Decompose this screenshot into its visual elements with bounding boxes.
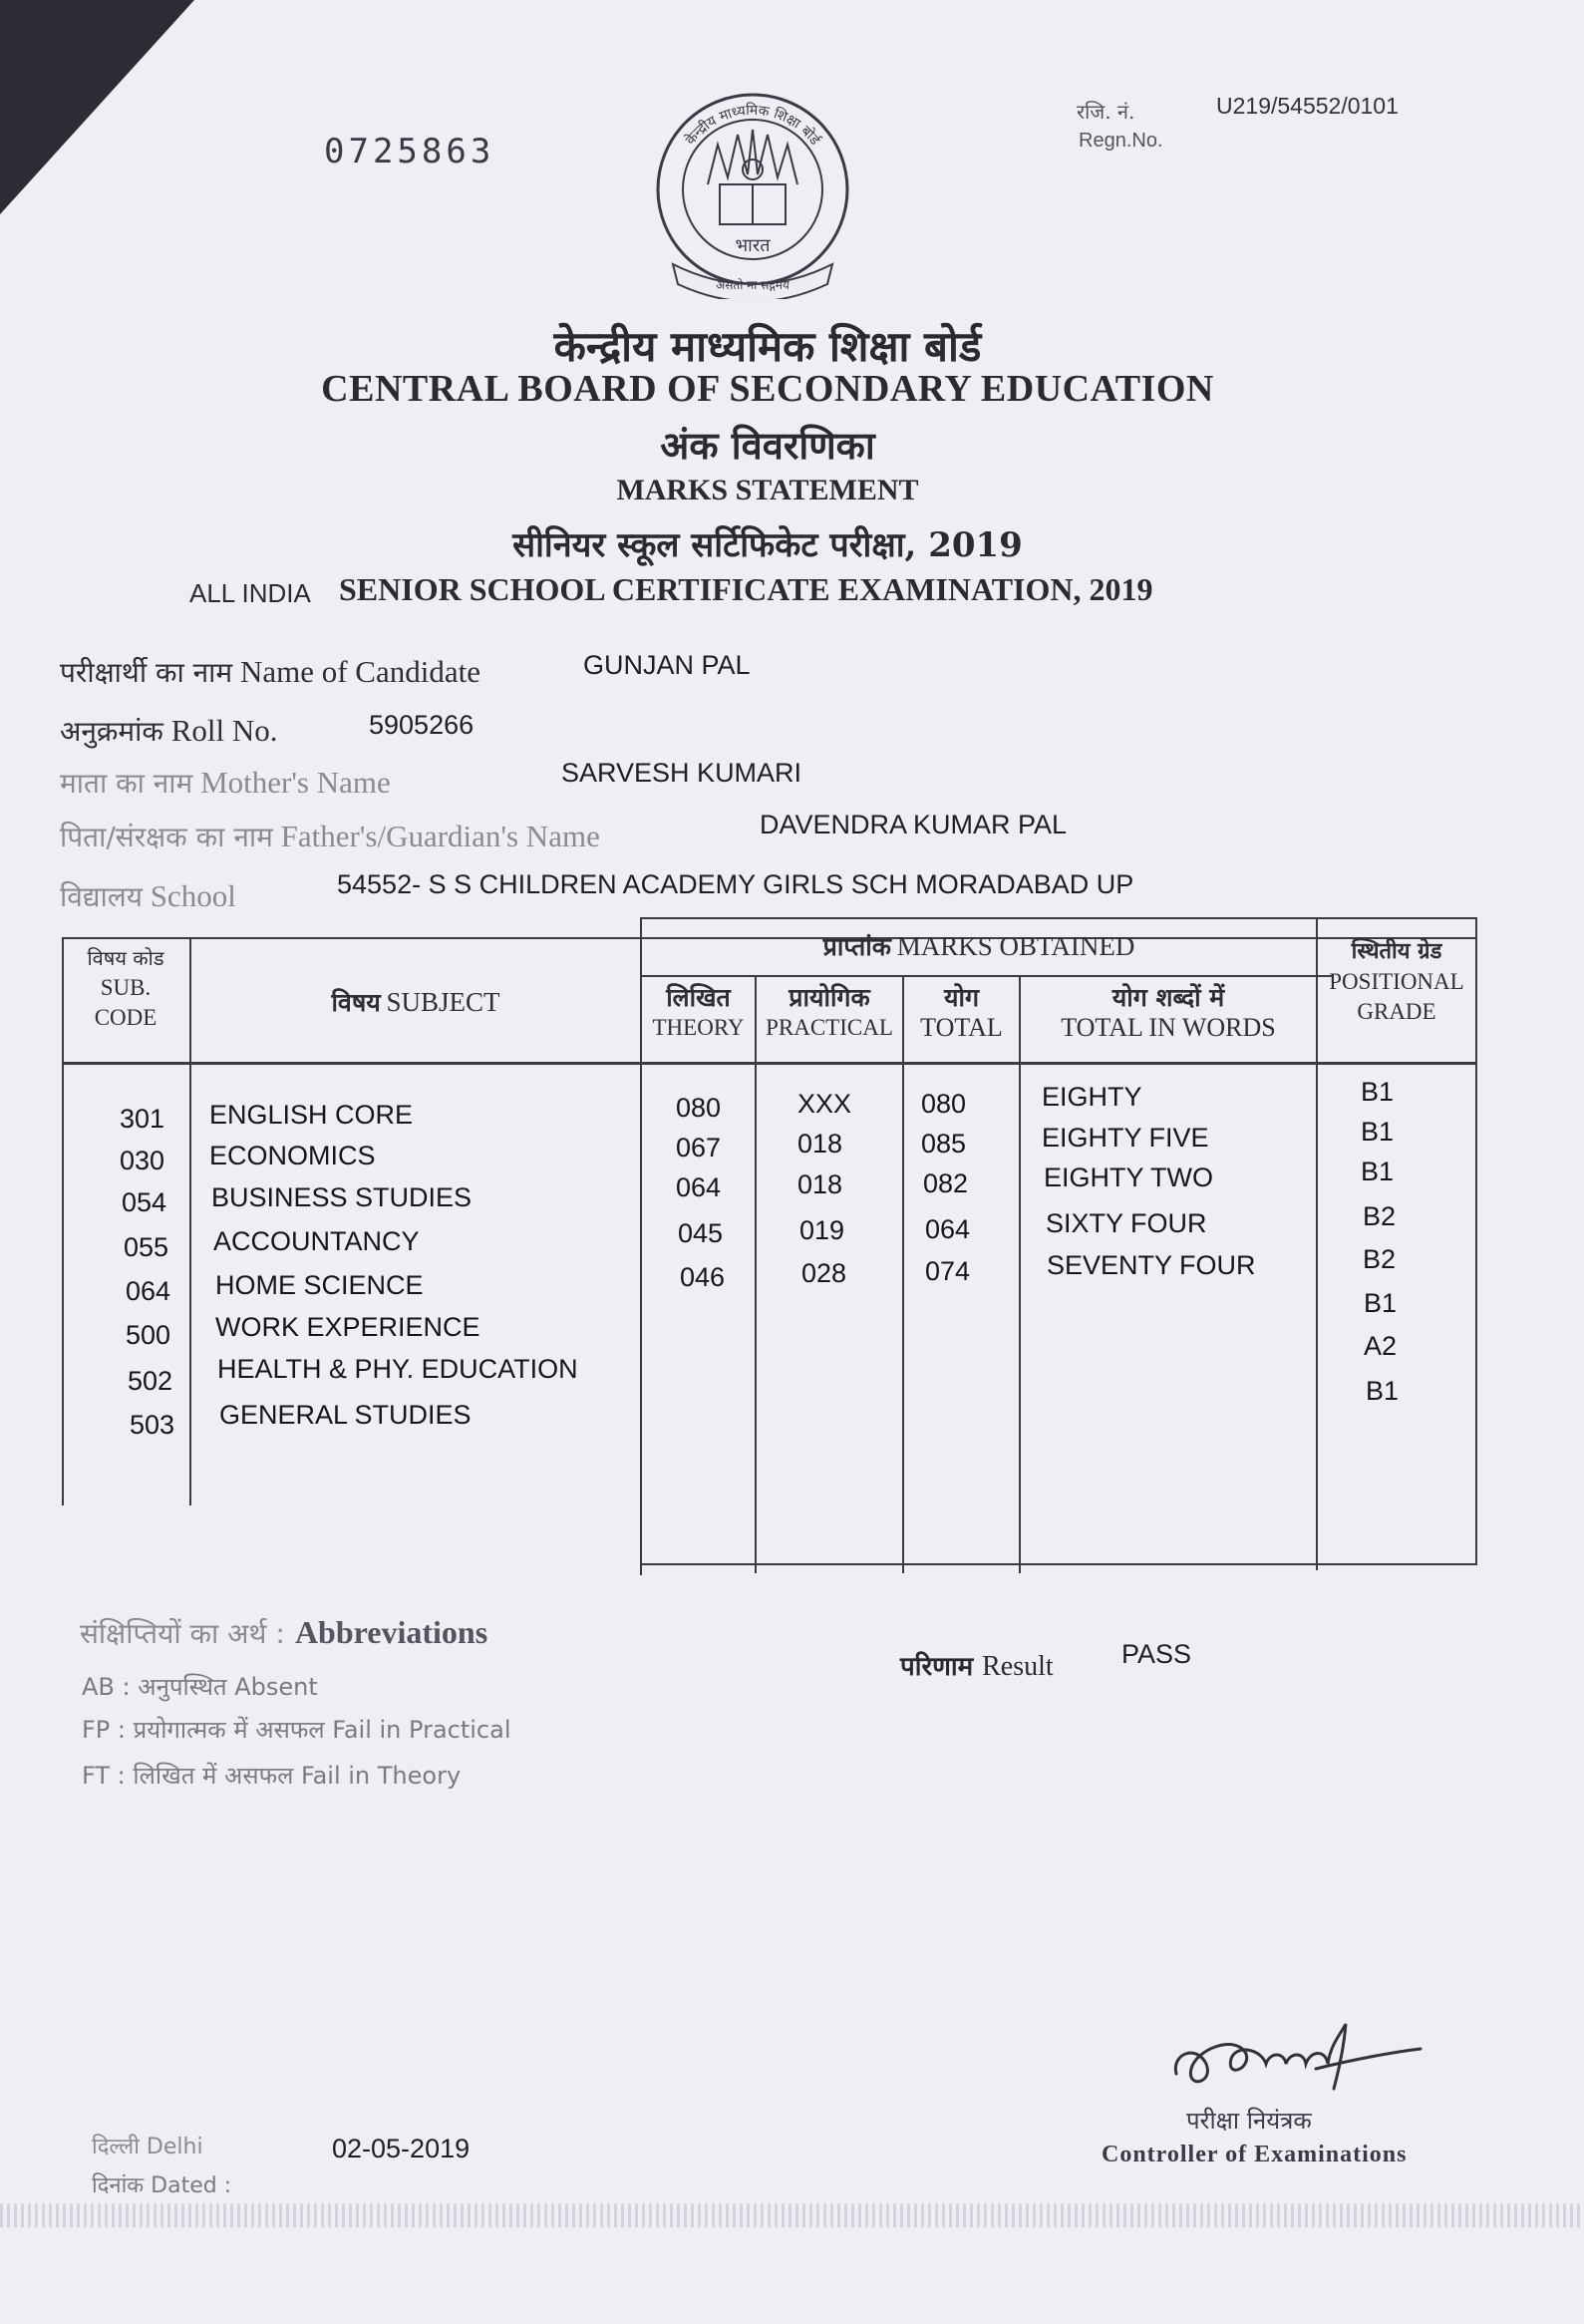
exam-title: SENIOR SCHOOL CERTIFICATE EXAMINATION, 2019 [339,571,1153,607]
roll-number: 5905266 [369,710,475,740]
sub-code: 503 [130,1410,175,1440]
sub-code: 054 [122,1187,167,1217]
mother-name-label: माता का नाम Mother's Name [60,765,391,800]
theory-marks: 080 [676,1093,722,1123]
cbse-emblem-seal [648,90,857,299]
practical-marks: 018 [797,1129,843,1159]
grade: B2 [1363,1201,1397,1231]
subject-name: HEALTH & PHY. EDUCATION [217,1354,578,1384]
grade: A2 [1364,1331,1398,1361]
theory-marks: 067 [676,1133,722,1162]
practical-marks: 028 [801,1258,847,1288]
practical-marks: XXX [797,1089,852,1119]
exam-title-hindi: सीनियर स्कूल सर्टिफिकेट परीक्षा, 2019 [512,525,1023,565]
board-title-hindi: केन्द्रीय माध्यमिक शिक्षा बोर्ड [553,322,982,371]
header-subject: विषय SUBJECT [331,987,500,1017]
total-marks: 080 [921,1089,967,1119]
roll-number-label: अनुक्रमांक Roll No. [60,713,278,748]
sub-code: 064 [126,1276,171,1306]
theory-marks: 064 [676,1172,722,1202]
regn-number: U219/54552/0101 [1216,93,1399,119]
abbr-fail-theory: FT : लिखित में असफल Fail in Theory [82,1762,462,1790]
total-marks: 074 [925,1256,971,1286]
grade: B1 [1366,1376,1400,1406]
sub-code: 502 [128,1366,173,1396]
header-total-in-words: योग शब्दों में TOTAL IN WORDS [1061,983,1276,1042]
place-label: दिल्ली Delhi [92,2135,203,2159]
sub-code: 500 [126,1320,171,1350]
total-in-words: SIXTY FOUR [1046,1208,1207,1238]
father-name-label: पिता/संरक्षक का नाम Father's/Guardian's Name [60,819,600,853]
sub-code: 030 [120,1146,165,1175]
total-in-words: EIGHTY TWO [1044,1162,1214,1192]
total-marks: 085 [921,1129,967,1159]
grade: B1 [1361,1157,1395,1186]
subject-name: ENGLISH CORE [209,1100,414,1130]
candidate-name: GUNJAN PAL [583,650,751,680]
controller-label-hindi: परीक्षा नियंत्रक [1186,2107,1312,2135]
total-in-words: EIGHTY [1042,1082,1142,1112]
practical-marks: 018 [797,1169,843,1199]
regn-label-hindi: रजि. नं. [1077,100,1135,124]
candidate-name-label: परीक्षार्थी का नाम Name of Candidate [60,654,480,689]
svg-text:केन्द्रीय माध्यमिक शिक्षा बोर्: केन्द्रीय माध्यमिक शिक्षा बोर्ड [682,102,823,149]
grade: B2 [1363,1244,1397,1274]
controller-signature [1166,2014,1426,2104]
school-name: 54552- S S CHILDREN ACADEMY GIRLS SCH MORADABAD UP [337,869,1134,899]
result-label: परिणाम Result [900,1651,1054,1682]
subject-name: ECONOMICS [209,1141,376,1170]
header-sub-code: विषय कोड SUB. CODE [87,946,164,1030]
exam-prefix: ALL INDIA [189,578,311,608]
board-title: CENTRAL BOARD OF SECONDARY EDUCATION [321,368,1214,410]
father-name: DAVENDRA KUMAR PAL [760,810,1068,839]
total-marks: 064 [925,1214,971,1244]
grade: B1 [1361,1117,1395,1147]
statement-title-hindi: अंक विवरणिका [660,423,875,468]
marks-table [62,917,1487,1565]
subject-name: HOME SCIENCE [215,1270,424,1300]
total-in-words: EIGHTY FIVE [1042,1123,1209,1153]
mother-name: SARVESH KUMARI [561,758,802,788]
abbreviations-title: संक्षिप्तियों का अर्थ : Abbreviations [80,1614,488,1650]
svg-text:असतो मा सद्गमय: असतो मा सद्गमय [716,278,790,292]
sub-code: 055 [124,1232,169,1262]
header-marks-obtained: प्राप्तांक MARKS OBTAINED [822,931,1135,961]
svg-text:भारत: भारत [735,235,771,256]
theory-marks: 046 [680,1262,726,1292]
issue-date: 02-05-2019 [332,2134,471,2163]
header-total: योग TOTAL [920,983,1003,1042]
school-label: विद्यालय School [60,878,236,913]
subject-name: GENERAL STUDIES [219,1400,472,1430]
abbr-fail-practical: FP : प्रयोगात्मक में असफल Fail in Practical [82,1716,511,1744]
bottom-border-pattern [0,2203,1584,2227]
header-positional-grade: स्थितीय ग्रेड POSITIONAL GRADE [1329,939,1464,1024]
regn-label: Regn.No. [1079,130,1163,152]
total-marks: 082 [923,1168,969,1198]
serial-number: 0725863 [324,132,495,171]
scan-shadow-corner [0,0,194,214]
subject-name: WORK EXPERIENCE [215,1312,480,1342]
controller-label: Controller of Examinations [1102,2142,1408,2167]
sub-code: 301 [120,1104,165,1134]
subject-name: BUSINESS STUDIES [211,1182,473,1212]
abbr-absent: AB : अनुपस्थित Absent [82,1673,318,1701]
dated-label: दिनांक Dated : [92,2173,232,2198]
subject-name: ACCOUNTANCY [213,1226,420,1256]
practical-marks: 019 [799,1215,845,1245]
grade: B1 [1364,1288,1398,1318]
grade: B1 [1361,1077,1395,1107]
theory-marks: 045 [678,1218,724,1248]
header-practical: प्रायोगिक PRACTICAL [766,983,893,1040]
result-value: PASS [1121,1639,1192,1669]
statement-title: MARKS STATEMENT [616,474,919,506]
header-theory: लिखित THEORY [652,983,745,1040]
total-in-words: SEVENTY FOUR [1047,1250,1256,1280]
